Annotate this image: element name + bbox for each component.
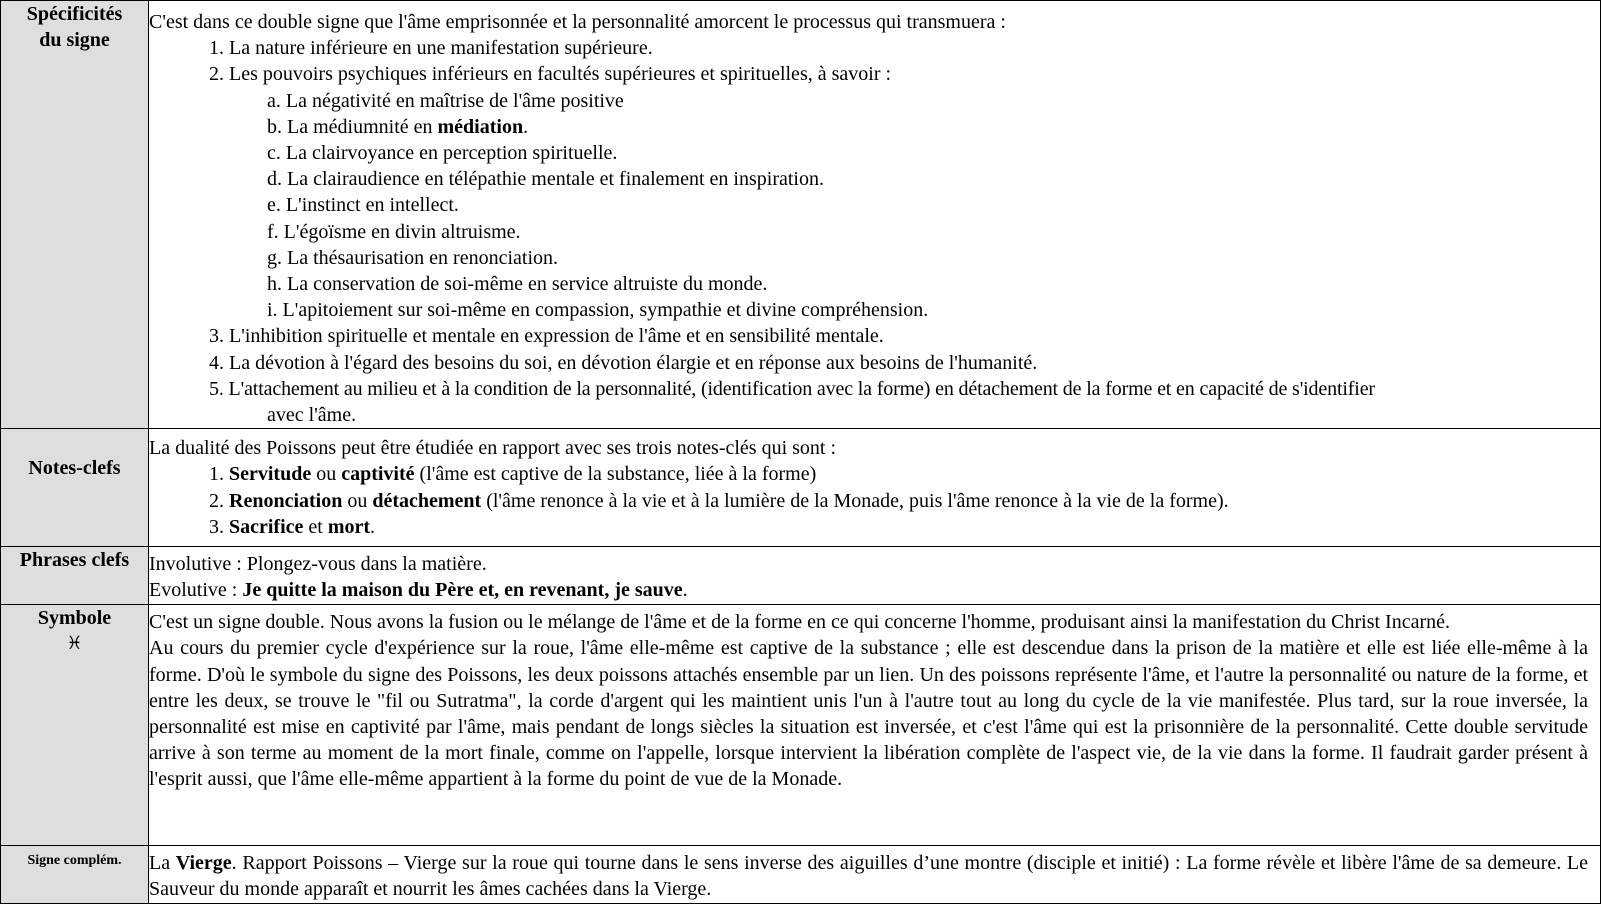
bold-term: médiation xyxy=(437,115,524,138)
paragraph: Au cours du premier cycle d'expérience sur la roue, l'âme elle-même est captive de la substance ; elle est descendue dans la prison de la matière et elle est liée elle-même à la forme. D'où le symbole du signe des Poissons, les deux poissons attachés ensemble par un lien. Un des poissons représente l'âme, et l'autre la personnalité ou nature de la forme, et entre les deux, se trouve le "fil ou Sutratma", la corde d'argent qui les maintient unis l'un à l'autre tout au long du cycle de la vie manifestée. Plus tard, sur la roue inversée, la personnalité est mise en captivité par l'âme, mais pendant de longs siècles la situation est inversée, et c'est l'âme qui est la prisonnière de la personnalité. Cette double servitude arrive à son terme au moment de la mort finale, comme on l'appelle, lorsque intervient la libération complète de l'aspect vie, de la vie dans la forme. Il faudrait garder présent à l'esprit aussi, que l'âme elle-même appartient à la forme du point de vue de la Monade. xyxy=(149,637,1588,791)
text-segment: . Rapport Poissons – Vierge sur la roue qui tourne dans le sens inverse des aiguilles d’une montre (disciple et initié) : La forme révèle et libère l'âme de sa demeure. Le Sauveur du monde apparaît et nourrit les âmes cachées dans la Vierge. xyxy=(149,852,1588,901)
list-item xyxy=(149,488,1600,514)
list-number: 1. xyxy=(209,463,229,486)
row-label-specificites xyxy=(1,1,149,429)
list-item: 3. L'inhibition spirituelle et mentale en expression de l'âme et en sensibilité mentale. xyxy=(209,325,884,348)
list-number: 2. xyxy=(209,489,229,512)
sub-list-item xyxy=(149,114,1600,140)
sub-list-item: f. L'égoïsme en divin altruisme. xyxy=(267,220,521,243)
sub-list-item: a. La négativité en maîtrise de l'âme positive xyxy=(267,89,624,112)
bold-term: Vierge xyxy=(175,852,232,875)
row-label-phrases-clefs xyxy=(1,547,149,605)
sub-list-item: e. L'instinct en intellect. xyxy=(267,194,459,217)
row-signe-complementaire xyxy=(1,846,1601,903)
row-notes-clefs xyxy=(1,429,1601,547)
list-item: 1. La nature inférieure en une manifestation supérieure. xyxy=(209,37,653,60)
row-content-phrases-clefs xyxy=(149,547,1601,605)
list-item: 2. Les pouvoirs psychiques inférieurs en facultés supérieures et spirituelles, à savoir : xyxy=(209,63,892,86)
text-segment: . xyxy=(370,515,376,538)
row-specificites xyxy=(1,1,1601,429)
list-item xyxy=(149,461,1600,487)
intro-text: C'est dans ce double signe que l'âme emprisonnée et la personnalité amorcent le processus qui transmuera : xyxy=(149,11,1006,33)
list-item: 5. L'attachement au milieu et à la condition de la personnalité, (identification avec la forme) en détachement de la forme et en capacité de s'identifier xyxy=(209,377,1375,400)
text-segment: (l'âme est captive de la substance, liée à la forme) xyxy=(414,463,817,486)
label-line: Spécificités xyxy=(26,3,123,25)
sub-list-item: g. La thésaurisation en renonciation. xyxy=(267,246,559,269)
bold-term: mort xyxy=(327,515,371,538)
row-content-notes-clefs xyxy=(149,429,1601,547)
text-segment: . xyxy=(523,115,529,138)
bold-term: Servitude xyxy=(229,463,312,486)
bold-term: Je quitte la maison du Père et, en revenant, je sauve xyxy=(242,579,683,602)
text-segment: b. La médiumnité en xyxy=(267,115,438,138)
evolutive-phrase xyxy=(149,577,1600,603)
sub-list-item: d. La clairaudience en télépathie mentale et finalement en inspiration. xyxy=(267,168,824,191)
sub-list-item: i. L'apitoiement sur soi-même en compassion, sympathie et divine compréhension. xyxy=(267,299,929,322)
label-line: Signe complém. xyxy=(27,853,122,869)
row-label-signe-complementaire xyxy=(1,846,149,903)
list-item: 4. La dévotion à l'égard des besoins du soi, en dévotion élargie et en réponse aux besoins de l'humanité. xyxy=(209,351,1038,374)
pisces-icon: ♓ xyxy=(66,633,83,655)
row-symbole xyxy=(1,605,1601,846)
row-phrases-clefs xyxy=(1,547,1601,605)
list-number: 3. xyxy=(209,515,229,538)
list-item-continuation: avec l'âme. xyxy=(267,404,357,427)
label-line: Notes-clefs xyxy=(28,457,121,480)
bold-term: détachement xyxy=(372,489,482,512)
row-label-symbole xyxy=(1,605,149,846)
label-line: Phrases clefs xyxy=(19,549,130,572)
intro-text: La dualité des Poissons peut être étudiée en rapport avec ses trois notes-clés qui sont : xyxy=(149,437,837,460)
text-segment: ou xyxy=(342,489,373,512)
row-content-signe-complementaire xyxy=(149,846,1601,903)
list-item xyxy=(149,514,1600,540)
row-label-notes-clefs xyxy=(1,429,149,547)
text-segment: . xyxy=(682,579,688,602)
sub-list-item: c. La clairvoyance en perception spirituelle. xyxy=(267,142,618,165)
text-segment: et xyxy=(303,515,328,538)
involutive-phrase: Involutive : Plongez-vous dans la matière. xyxy=(149,553,487,576)
paragraph: C'est un signe double. Nous avons la fusion ou le mélange de l'âme et de la forme en ce qui concerne l'homme, produisant ainsi la manifestation du Christ Incarné. xyxy=(149,611,1451,634)
text-segment: Evolutive : xyxy=(149,579,243,602)
label-line: Symbole xyxy=(37,607,112,630)
paragraph xyxy=(149,850,1588,902)
row-content-specificites xyxy=(149,1,1601,429)
bold-term: captivité xyxy=(341,463,415,486)
label-line: du signe xyxy=(39,29,110,52)
sub-list-item: h. La conservation de soi-même en service altruiste du monde. xyxy=(267,273,768,296)
bold-term: Sacrifice xyxy=(229,515,304,538)
row-content-symbole xyxy=(149,605,1601,846)
text-segment: ou xyxy=(311,463,342,486)
text-segment: (l'âme renonce à la vie et à la lumière de la Monade, puis l'âme renonce à la vie de la forme). xyxy=(481,489,1229,512)
bold-term: Renonciation xyxy=(229,489,343,512)
text-segment: La xyxy=(149,852,176,875)
